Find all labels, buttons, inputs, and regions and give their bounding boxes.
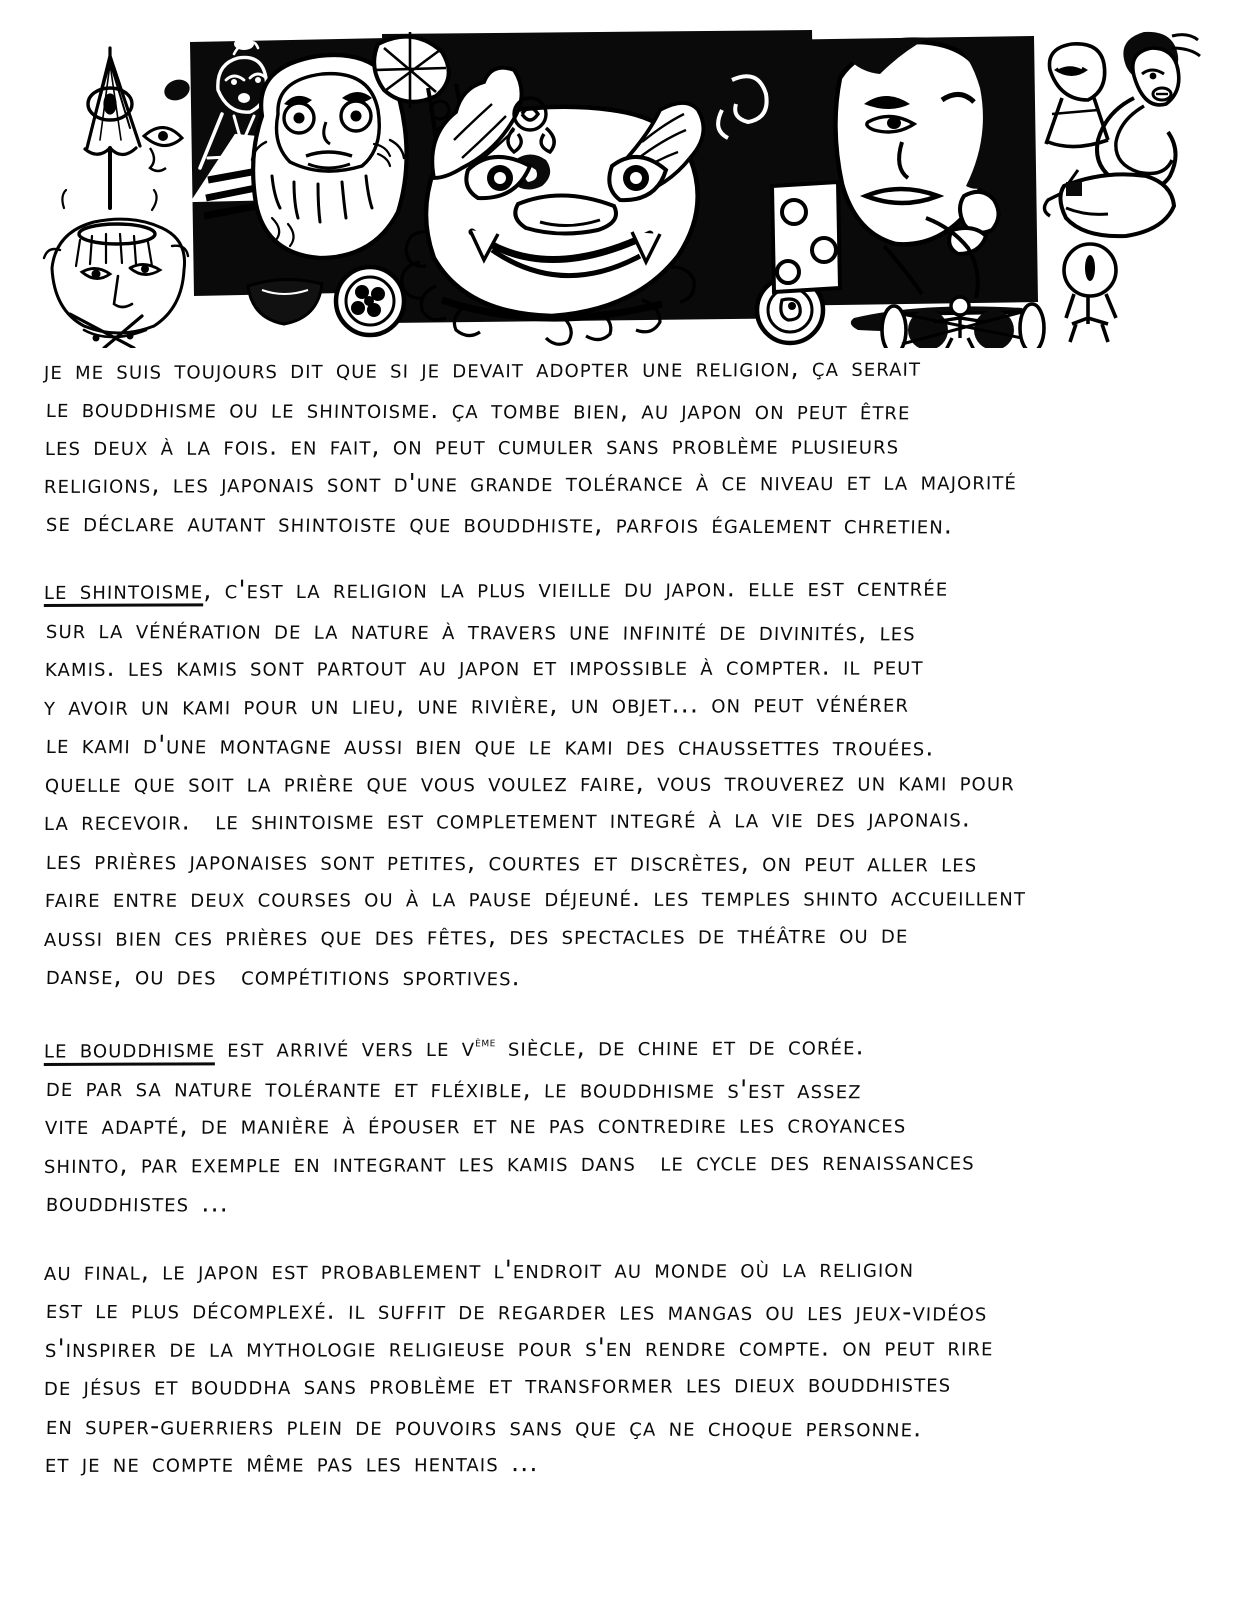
monk-face-icon: [44, 190, 188, 348]
article-text: [44, 352, 1204, 1484]
heading-bouddhisme: le bouddhisme: [43, 1033, 216, 1065]
text-line-with-heading: [44, 568, 1204, 611]
text-line: au final, le japon est probablement l'endroit au monde où la religion: [43, 1253, 915, 1287]
text-line: vite adapté, de manière à épouser et ne pas contredire les croyances: [44, 1109, 907, 1141]
text-line: je me suis toujours dit que si je devait adopter une religion, ça serait: [43, 352, 922, 387]
incense-bowl-icon: [248, 275, 322, 324]
text-line: bouddhistes ...: [45, 1188, 230, 1219]
heading-shintoisme: le shintoisme: [43, 575, 204, 607]
polka-panel-decor: [772, 182, 840, 292]
text-line: se déclare autant shintoiste que bouddhiste, parfois également chretien.: [45, 508, 954, 541]
taiko-drum-icon: [882, 297, 1044, 348]
text-line: de par sa nature tolérante et fléxible, le bouddhisme s'est assez: [45, 1072, 863, 1105]
text-line: shinto, par exemple en integrant les kamis dans le cycle des renaissances: [43, 1145, 975, 1180]
ink-blob: [161, 76, 192, 104]
text-line: kamis. les kamis sont partout au japon et impossible à compter. il peut: [44, 651, 924, 683]
text-line: faire entre deux courses ou à la pause déjeuné. les temples shinto accueillent: [44, 882, 1027, 914]
text-line: la recevoir. le shintoisme est completement integré à la vie des japonais.: [43, 803, 972, 838]
paragraph-final: [44, 1253, 1204, 1484]
text-line: le kami d'une montagne aussi bien que le kami des chaussettes trouées.: [45, 730, 935, 763]
cyclops-figurine-icon: [1064, 244, 1116, 342]
text-line: les prières japonaises sont petites, courtes et discrètes, on peut aller les: [45, 845, 978, 879]
text-line: les deux à la fois. en fait, on peut cumuler sans problème plusieurs: [44, 430, 900, 462]
text-line: est le plus décomplexé. il suffit de regarder les mangas ou les jeux-vidéos: [45, 1295, 988, 1328]
ordinal-suffix: ème: [475, 1034, 496, 1050]
text-line: siècle, de chine et de corée.: [495, 1030, 865, 1063]
text-line: , c'est la religion la plus vieille du japon. elle est centrée: [203, 572, 949, 606]
text-line: est arrivé vers le v: [214, 1032, 476, 1064]
text-line: et je ne compte même pas les hentais ...: [44, 1448, 539, 1479]
header-illustration: [22, 18, 1212, 348]
paragraph-shintoisme: [44, 572, 1204, 996]
paragraph-intro: [44, 352, 1204, 542]
mon-crest-icon: [336, 267, 404, 335]
text-line: aussi bien ces prières que des fêtes, des spectacles de théâtre ou de: [43, 919, 909, 953]
text-line-with-heading: [44, 1021, 1205, 1068]
parasol-wagasa-icon: [85, 48, 140, 208]
floating-eye-icon: [144, 127, 182, 171]
paragraph-bouddhisme: [44, 1026, 1204, 1223]
text-line: religions, les japonais sont d'une grande tolérance à ce niveau et la majorité: [43, 466, 1018, 501]
text-line: le bouddhisme ou le shintoisme. ça tombe bien, au japon on peut être: [45, 394, 911, 427]
text-line: sur la vénération de la nature à travers une infinité de divinités, les: [45, 614, 917, 647]
text-line: s'inspirer de la mythologie religieuse pour s'en rendre compte. on peut rire: [44, 1331, 994, 1364]
ninja-figure-icon: [1046, 44, 1108, 147]
text-line: y avoir un kami pour un lieu, une rivière, un objet... on peut vénérer: [43, 688, 910, 722]
text-line: de jésus et bouddha sans problème et transformer les dieux bouddhistes: [43, 1368, 952, 1403]
text-line: danse, ou des compétitions sportives.: [45, 961, 522, 993]
text-line: quelle que soit la prière que vous voulez faire, vous trouverez un kami pour: [44, 766, 1015, 799]
text-line: en super-guerriers plein de pouvoirs sans que ça ne choque personne.: [45, 1410, 923, 1443]
